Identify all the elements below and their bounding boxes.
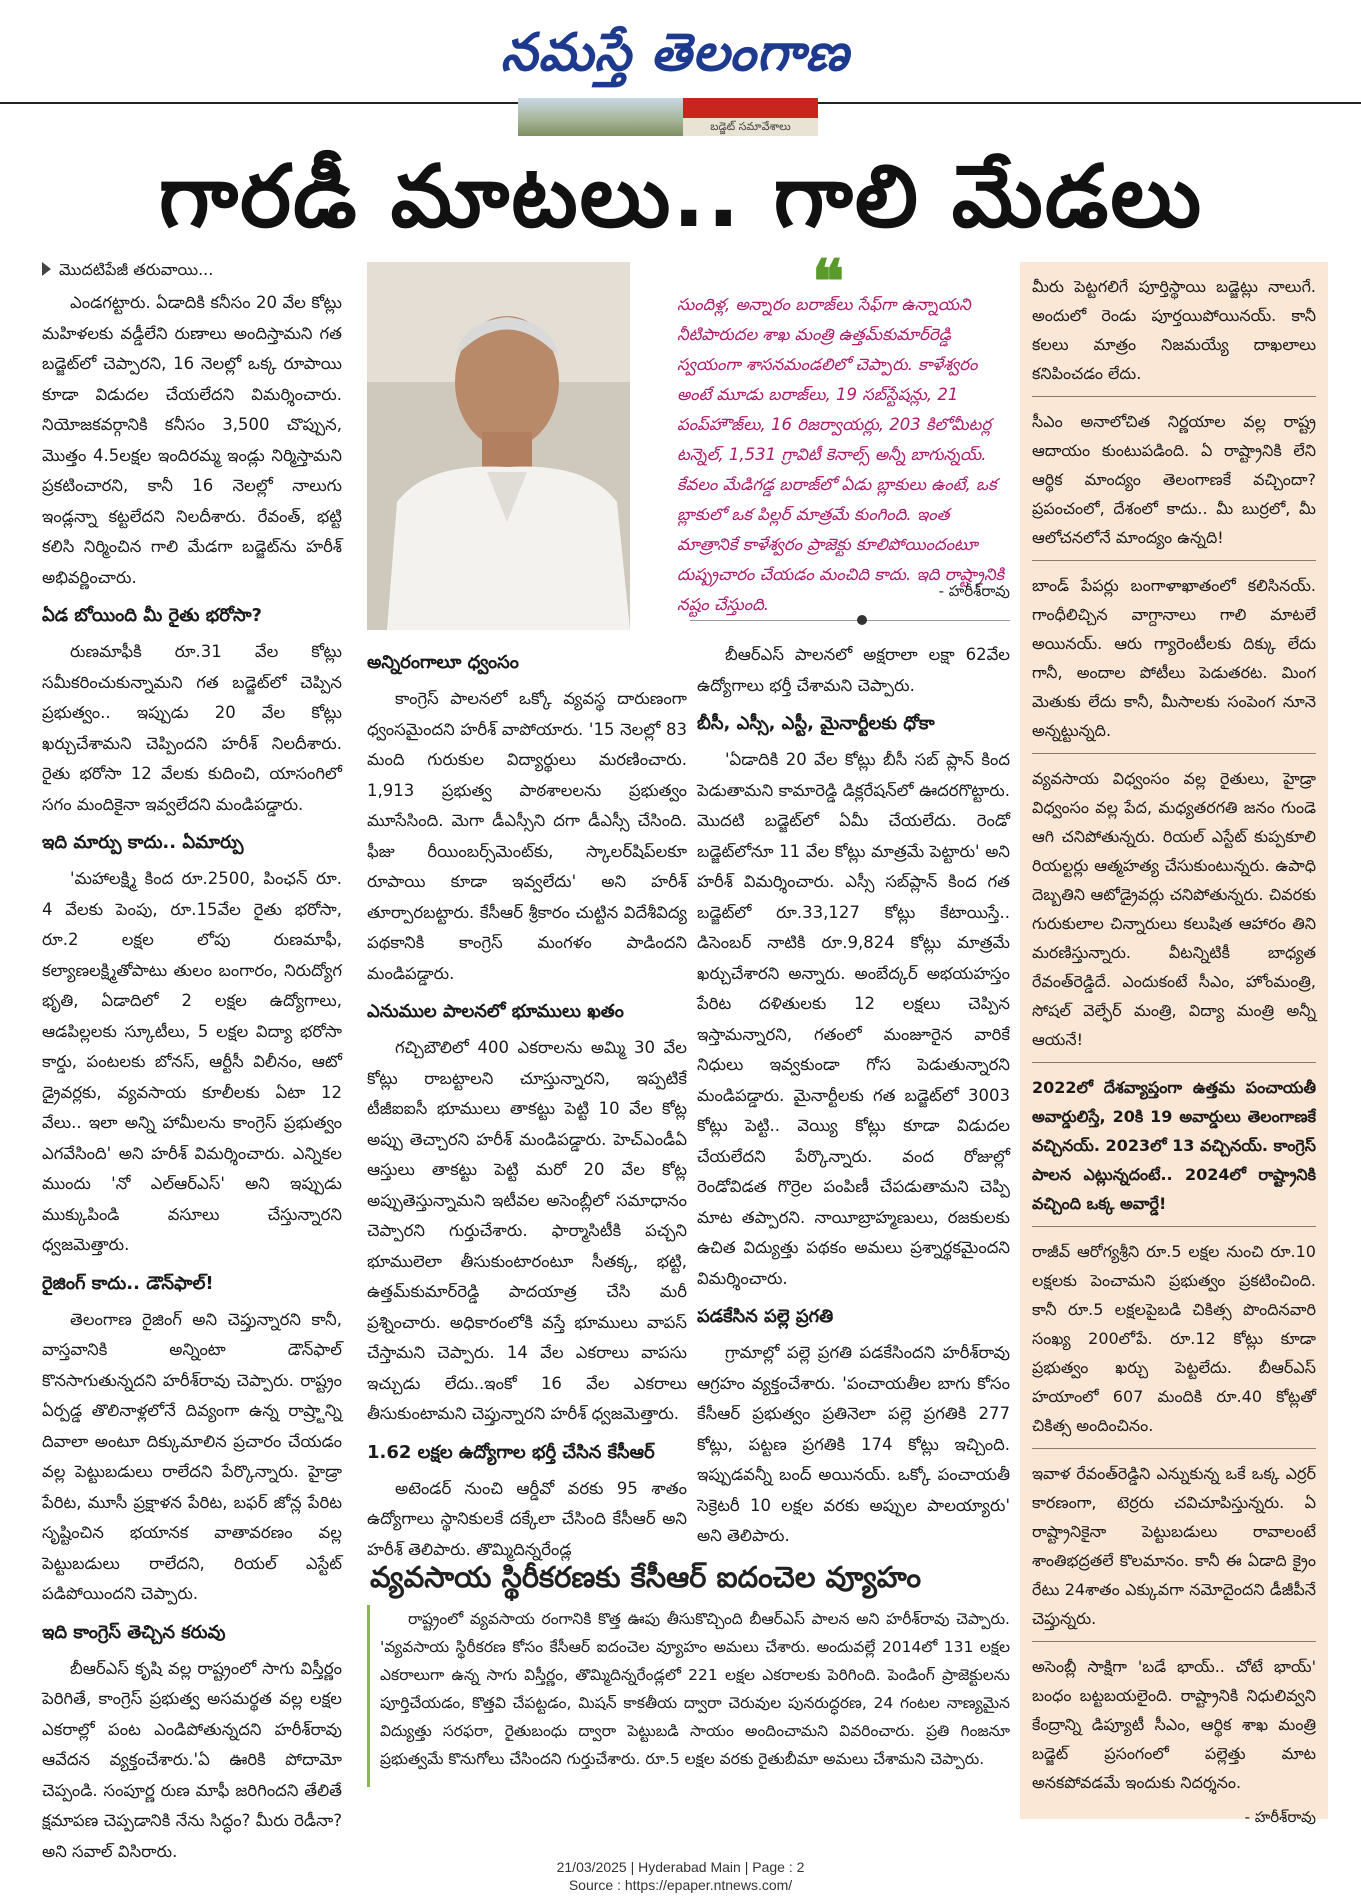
strap-accent-bar xyxy=(367,1605,370,1787)
paragraph: రాష్ట్రంలో వ్యవసాయ రంగానికి కొత్త ఊపు తీసుకొచ్చింది బీఆర్‌ఎస్ పాలన అని హరీశ్‌రావు చెప్పారు. 'వ్యవసాయ స్థిరీకరణ కోసం కేసీఆర్ ఐదంచెల వ్యూహం అమలు చేశారు. అందువల్లే 2014లో 131 లక్షల ఎకరాలుగా ఉన్న సాగు విస్తీర్ణం, తొమ్మిదిన్నరేండ్లలో 221 లక్షల ఎకరాలకు పెరిగింది. పెండింగ్ ప్రాజెక్టులను పూర్తిచేయడం, కొత్తవి చేపట్టడం, మిషన్ కాకతీయ ద్వారా చెరువుల పునరుద్ధరణ, 24 గంటల నాణ్యమైన విద్యుత్తు సరఫరా, రైతుబంధు ద్వారా పెట్టుబడి సాయం అందించామని వివరించారు. ప్రతి గింజనూ ప్రభుత్వమే కొనుగోలు చేసిందని గుర్తుచేశారు. రూ.5 లక్షల వరకు రైతుబీమా అమలు చేశామని చెప్పారు. xyxy=(380,1610,1010,1768)
paragraph: బీఆర్‌ఎస్ పాలనలో అక్షరాలా లక్షా 62వేల ఉద్యోగాలు భర్తీ చేశామని చెప్పారు. xyxy=(697,645,1010,695)
sidebar-divider xyxy=(1032,1448,1316,1449)
sidebar-divider xyxy=(1032,1062,1316,1063)
subheading: ఎనుముల పాలనలో భూములు ఖతం xyxy=(367,1001,624,1022)
masthead-logo: నమస్తే తెలంగాణ xyxy=(500,22,850,83)
sidebar-item: 2022లో దేశవ్యాప్తంగా ఉత్తమ పంచాయతీ అవార్డులిస్తే, 20కి 19 అవార్డులు తెలంగాణకే వచ్చినయ్. 2023లో 13 వచ్చినయ్. కాంగ్రెస్ పాలన ఎట్లున్నదంటే.. 2024లో రాష్ట్రానికి వచ్చింది ఒక్క అవార్డే! xyxy=(1032,1078,1316,1213)
paragraph: గ్రామాల్లో పల్లె ప్రగతి పడకేసిందని హరీశ్‌రావు ఆగ్రహం వ్యక్తంచేశారు. 'పంచాయతీల బాగు కోసం కేసీఆర్ ప్రభుత్వం ప్రతినెలా పల్లె ప్రగతికి 277 కోట్లు, పట్టణ ప్రగతికి 174 కోట్లు ఇచ్చింది. ఇప్పుడవన్నీ బంద్ అయినయ్. ఒక్కో పంచాయతీ సెక్రెటరీ 10 లక్షల వరకు అప్పుల పాలయ్యారు' అని తెలిపారు. xyxy=(697,1343,1010,1545)
column-1 xyxy=(42,258,342,1873)
divider-dot xyxy=(857,615,867,625)
subheading: ఏడ బోయింది మీ రైతు భరోసా? xyxy=(42,605,262,626)
paragraph: ఎండగట్టారు. ఏడాదికి కనీసం 20 వేల కోట్లు మహిళలకు వడ్డీలేని రుణాలు అందిస్తామని గత బడ్జెట్‌లో చెప్పారని, 16 నెలల్లో ఒక్క రూపాయి కూడా విడుదల చేయలేదని విమర్శించారు. నియోజకవర్గానికి కనీసం 3,500 చొప్పున, మొత్తం 4.5లక్షల ఇందిరమ్మ ఇండ్లు నిర్మిస్తామని ప్రకటించారని, కానీ 16 నెలల్లో నాలుగు ఇండ్లన్నా కట్టలేదని నిలదీశారు. రేవంత్, భట్టి కలిసి నిర్మించిన గాలి మేడగా బడ్జెట్‌ను హరీశ్ అభివర్ణించారు. xyxy=(42,293,342,587)
subheading: ఇది మార్పు కాదు.. ఏమార్పు xyxy=(42,832,244,853)
edition-info: 21/03/2025 | Hyderabad Main | Page : 2 xyxy=(556,1859,805,1875)
subheading: పడకేసిన పల్లె ప్రగతి xyxy=(697,1306,834,1327)
divider xyxy=(690,620,1010,621)
paragraph: గచ్చిబౌలిలో 400 ఎకరాలను అమ్మి 30 వేల కోట్లు రాబట్టాలని చూస్తున్నారని, ఇప్పటికే టీజీఐఐసీ భూములు తాకట్టు పెట్టి 10 వేల కోట్ల అప్పు తెచ్చారని హరీశ్ మండిపడ్డారు. హెచ్‌ఎండీఏ ఆస్తులు తాకట్టు పెట్టి మరో 20 వేల కోట్ల అప్పుతెస్తున్నామని ఇటీవల అసెంబ్లీలో సమాధానం చెప్పారని గుర్తుచేశారు. ఫార్మాసిటీకి పచ్చని భూములెలా తీసుకుంటారంటూ సీతక్క, భట్టి, ఉత్తమ్‌కుమార్‌రెడ్డి పాదయాత్ర చేసి మరీ ప్రశ్నించారు. అధికారంలోకి వస్తే భూములు వాపస్ చేస్తామని చెప్పారు. 14 వేల ఎకరాలు వాపసు ఇచ్చుడు లేదు..ఇంకో 16 వేల ఎకరాలు తీసుకుంటామని చెప్తున్నారని హరీశ్ ధ్వజమెత్తారు. xyxy=(367,1038,687,1423)
sidebar-item: వ్యవసాయ విధ్వంసం వల్ల రైతులు, హైడ్రా విధ్వంసం వల్ల పేద, మధ్యతరగతి జనం గుండె ఆగి చనిపోతున్నరు. రియల్ ఎస్టేట్ కుప్పకూలి రియల్టర్లు ఆత్మహత్య చేసుకుంటున్నరు. ఉపాధి దెబ్బతిని ఆటోడ్రైవర్లు చనిపోతున్నరు. చివరకు గురుకులాల చిన్నారులు కలుషిత ఆహారం తిని మరణిస్తున్నారు. వీటన్నిటికీ బాధ్యత రేవంత్‌రెడ్డిదే. ఎందుకంటే సీఎం, హోంమంత్రి, సోషల్ వెల్ఫేర్ మంత్రి, విద్యా మంత్రి అన్నీ ఆయనే! xyxy=(1032,769,1316,1049)
subheading: అన్నిరంగాలూ ధ్వంసం xyxy=(367,652,519,673)
sidebar-quotes xyxy=(1020,262,1328,1826)
sidebar-column xyxy=(1032,272,1316,1832)
continued-note xyxy=(42,258,342,282)
quote-signature: - హరీశ్‌రావు xyxy=(938,582,1010,600)
paragraph: 'మహాలక్ష్మి కింద రూ.2500, పింఛన్ రూ. 4 వేలకు పెంపు, రూ.15వేల రైతు భరోసా, రూ.2 లక్షల లోపు రుణమాఫీ, కల్యాణలక్ష్మితోపాటు తులం బంగారం, నిరుద్యోగ భృతి, ఏడాదిలో 2 లక్షల ఉద్యోగాలు, ఆడపిల్లలకు స్కూటీలు, 5 లక్షల విద్యా భరోసా కార్డు, పంటలకు బోనస్, ఆర్టీసీ విలీనం, ఆటో డ్రైవర్లకు, వ్యవసాయ కూలీలకు ఏటా 12 వేలు.. ఇలా అన్ని హామీలను కాంగ్రెస్ ప్రభుత్వం ఎగవేసింది' అని హరీశ్ విమర్శించారు. ఎన్నికల ముందు 'నో ఎల్‌ఆర్‌ఎస్' అని ఇప్పుడు ముక్కుపిండి వసూలు చేస్తున్నారని ధ్వజమెత్తారు. xyxy=(42,869,342,1254)
sidebar-divider xyxy=(1032,396,1316,397)
sidebar-item: ఇవాళ రేవంత్‌రెడ్డిని ఎన్నుకున్న ఒకే ఒక్క ఎర్రర్ కారణంగా, టెర్రరు చవిచూపిస్తున్నరు. ఏ రాష్ట్రానికైనా పెట్టుబడులు రావాలంటే శాంతిభద్రతలే కొలమానం. కానీ ఈ ఏడాది క్రైం రేటు 24శాతం ఎక్కువగా నమోదైందని డీజీపీనే చెప్తున్నరు. xyxy=(1032,1464,1316,1628)
subheading: 1.62 లక్షల ఉద్యోగాల భర్తీ చేసిన కేసీఆర్ xyxy=(367,1441,655,1463)
sidebar-item: సీఎం అనాలోచిత నిర్ణయాల వల్ల రాష్ట్ర ఆదాయం కుంటుపడింది. ఏ రాష్ట్రానికి లేని ఆర్థిక మాంద్యం తెలంగాణకే వచ్చిందా? ప్రపంచంలో, దేశంలో కాదు.. మీ బుర్రలో, మీ ఆలోచనలోనే మాంద్యం ఉన్నది! xyxy=(1032,412,1316,547)
promo-banner xyxy=(683,98,818,118)
paragraph: కాంగ్రెస్ పాలనలో ఒక్కో వ్యవస్థ దారుణంగా ధ్వంసమైందని హరీశ్ వాపోయారు. '15 నెలల్లో 83 మంది గురుకుల విద్యార్థులు మరణించారు. 1,913 ప్రభుత్వ పాఠశాలలను ప్రభుత్వం మూసేసింది. మెగా డీఎస్సీని దగా డీఎస్సీ చేసింది. ఫీజు రీయింబర్స్‌మెంట్‌కు, స్కాలర్‌షిప్‌లకూ రూపాయి కూడా ఇవ్వలేదు' అని హరీశ్ తూర్పారబట్టారు. కేసీఆర్ శ్రీకారం చుట్టిన విదేశీవిద్య పథకానికి కాంగ్రెస్ మంగళం పాడిందని మండిపడ్డారు. xyxy=(367,689,687,983)
sidebar-signature: - హరీశ్‌రావు xyxy=(1244,1808,1316,1826)
harish-rao-photo xyxy=(367,262,630,630)
paragraph: రుణమాఫీకి రూ.31 వేల కోట్లు సమీకరించుకున్నామని గత బడ్జెట్‌లో చెప్పిన ప్రభుత్వం.. ఇప్పుడు 20 వేల కోట్లు ఖర్చుచేశామని చెప్పిందని హరీశ్ నిలదీశారు. రైతు భరోసా 12 వేలకు కుదించి, యాసంగిలో సగం మందికైనా ఇవ్వలేదని మండిపడ్డారు. xyxy=(42,642,342,814)
subheading: రైజింగ్ కాదు.. డౌన్‌ఫాల్! xyxy=(42,1272,214,1294)
sidebar-divider xyxy=(1032,560,1316,561)
column-3 xyxy=(697,640,1010,1558)
arrow-icon xyxy=(42,262,51,276)
promo-photo xyxy=(518,98,683,136)
paragraph: బీఆర్‌ఎస్ కృషి వల్ల రాష్ట్రంలో సాగు విస్తీర్ణం పెరిగితే, కాంగ్రెస్ ప్రభుత్వ అసమర్థత వల్ల లక్షల ఎకరాల్లో పంట ఎండిపోతున్నదని హరీశ్‌రావు ఆవేదన వ్యక్తంచేశారు.'ఏ ఊరికి పోదామో చెప్పండి. సంపూర్ణ రుణ మాఫీ జరిగిందని తేలితే క్షమాపణ చెప్పడానికి నేను సిద్ధం? మీరు రెడీనా? అని సవాల్ విసిరారు. xyxy=(42,1658,342,1861)
continued-label: మొదటిపేజీ తరువాయి... xyxy=(59,260,214,279)
page-footer xyxy=(0,1858,1361,1894)
strap-headline: వ్యవసాయ స్థిరీకరణకు కేసీఆర్ ఐదంచెల వ్యూహం xyxy=(370,1560,922,1594)
sidebar-item: రాజీవ్ ఆరోగ్యశ్రీని రూ.5 లక్షల నుంచి రూ.10 లక్షలకు పెంచామని ప్రభుత్వం ప్రకటించింది. కానీ రూ.5 లక్షలపైబడి చికిత్స పొందినవారి సంఖ్య 200లోపే. రూ.12 కోట్లు కూడా ప్రభుత్వం ఖర్చు పెట్టలేదు. బీఆర్‌ఎస్ హయాంలో 607 మందికి రూ.40 కోట్లతో చికిత్స అందించినం. xyxy=(1032,1242,1316,1435)
paragraph: తెలంగాణ రైజింగ్ అని చెప్తున్నారని కానీ, వాస్తవానికి అన్నింటా డౌన్‌ఫాల్ కొనసాగుతున్నదని హరీశ్‌రావు చెప్పారు. రాష్ట్రం ఏర్పడ్డ తొలినాళ్లలోనే దివ్యంగా ఉన్న రాష్ర్టాన్ని దివాలా అంటూ దిక్కుమాలిన ప్రచారం చేయడం వల్ల పెట్టుబడులు రాలేదని పేర్కొన్నారు. హైడ్రా పేరిట, మూసీ ప్రక్షాళన పేరిట, బఫర్ జోన్ల పేరిట సృష్టించిన భయానక వాతావరణం వల్ల పెట్టుబడులు రాలేదని, రియల్ ఎస్టేట్ పడిపోయిందని చెప్పారు. xyxy=(42,1309,342,1603)
paragraph: అటెండర్ నుంచి ఆర్డీవో వరకు 95 శాతం ఉద్యోగాలు స్థానికులకే దక్కేలా చేసింది కేసీఆర్ అని హరీశ్ తెలిపారు. తొమ్మిదిన్నరేండ్ల xyxy=(367,1478,687,1559)
sidebar-item: అసెంబ్లీ సాక్షిగా 'బడే భాయ్.. చోటే భాయ్' బంధం బట్టబయలైంది. రాష్ట్రానికి నిధులివ్వని కేంద్రాన్ని డిప్యూటీ సీఎం, ఆర్థిక శాఖ మంత్రి బడ్జెట్ ప్రసంగంలో పల్లెత్తు మాట అనకపోవడమే ఇందుకు నిదర్శనం. xyxy=(1032,1657,1316,1792)
person-illustration xyxy=(367,262,630,630)
quote-mark-icon: ❝ xyxy=(812,247,845,317)
source-link[interactable]: Source : https://epaper.ntnews.com/ xyxy=(568,1877,793,1893)
headline: గారడీ మాటలు.. గాలి మేడలు xyxy=(158,147,1204,247)
column-2 xyxy=(367,640,687,1571)
subheading: బీసీ, ఎస్సీ, ఎస్టీ, మైనార్టీలకు ధోకా xyxy=(697,713,935,734)
sidebar-divider xyxy=(1032,1641,1316,1642)
pull-quote: సుందిళ్ల, అన్నారం బరాజ్‌లు సేఫ్‌గా ఉన్నాయని నీటిపారుదల శాఖ మంత్రి ఉత్తమ్‌కుమార్‌రెడ్డి స్వయంగా శాసనమండలిలో చెప్పారు. కాళేశ్వరం అంటే మూడు బరాజ్‌లు, 19 సబ్‌స్టేషన్లు, 21 పంప్‌హౌజ్‌లు, 16 రిజర్వాయర్లు, 203 కిలోమీటర్ల టన్నెల్, 1,531 గ్రావిటీ కెనాల్స్ అన్నీ బాగున్నయ్. కేవలం మేడిగడ్డ బరాజ్‌లో ఏడు బ్లాకులు ఉంటే, ఒక బ్లాకులో ఒక పిల్లర్ మాత్రమే కుంగింది. ఇంత మాత్రానికే కాళేశ్వరం ప్రాజెక్టు కూలిపోయిందంటూ దుష్ప్రచారం చేయడం మంచిది కాదు. ఇది రాష్ట్రానికి నష్టం చేస్తుంది. xyxy=(677,295,1005,614)
sidebar-divider xyxy=(1032,1226,1316,1227)
sidebar-divider xyxy=(1032,753,1316,754)
paragraph: 'ఏడాదికి 20 వేల కోట్లు బీసీ సబ్ ప్లాన్ కింద పెడుతామని కామారెడ్డి డిక్లరేషన్‌లో ఊదరగొట్టారు. మొదటి బడ్జెట్‌లో ఏమీ చేయలేదు. రెండో బడ్జెట్‌లోనూ 11 వేల కోట్లు మాత్రమే పెట్టారు' అని హరీశ్ విమర్శించారు. ఎస్సీ సబ్‌ప్లాన్ కింద గత బడ్జెట్‌లో రూ.33,127 కోట్లు కేటాయిస్తే.. డిసెంబర్ నాటికి రూ.9,824 కోట్లు మాత్రమే ఖర్చుచేశారని అన్నారు. అంబేద్కర్ అభయహస్తం పేరిట దళితులకు 12 లక్షలు చెప్పిన ఇస్తామన్నారని, గతంలో మంజూరైన వారికే నిధులు ఇవ్వకుండా గోస పెడుతున్నారని మండిపడ్డారు. మైనార్టీలకు గత బడ్జెట్‌లో 3003 కోట్లు పెట్టి.. వెయ్యి కోట్లు కూడా విడుదల చేయలేదని పేర్కొన్నారు. వంద రోజుల్లో రెండోవిడత గొర్రెల పంపిణీ చేపడుతామని చెప్పి మాట తప్పారని. నాయీబ్రాహ్మణులు, రజకులకు ఉచిత విద్యుత్తు పథకం అమలు ప్రశ్నార్థకమైందని విమర్శించారు. xyxy=(697,750,1010,1288)
sidebar-item: మీరు పెట్టగలిగే పూర్తిస్థాయి బడ్జెట్లు నాలుగే. అందులో రెండు పూర్తయిపోయినయ్. కానీ కలలు మాత్రం నిజమయ్యే దాఖలాలు కనిపించడం లేదు. xyxy=(1032,277,1316,383)
promo-label: బడ్జెట్ సమావేశాలు xyxy=(710,120,791,133)
sidebar-item: బాండ్ పేపర్లు బంగాళాఖాతంలో కలిసినయ్. గాంధీలిచ్చిన వాగ్దానాలు గాలి మాటలే అయినయ్. ఆరు గ్యారెంటీలకు దిక్కు లేదు గానీ, అందాల పోటీలు పెడుతరట. మింగ మెతుకు లేదు కానీ, మీసాలకు సంపెంగ నూనె అన్నట్టున్నది. xyxy=(1032,576,1316,740)
subheading: ఇది కాంగ్రెస్ తెచ్చిన కరువు xyxy=(42,1621,226,1643)
strap-body-column xyxy=(380,1605,1010,1779)
